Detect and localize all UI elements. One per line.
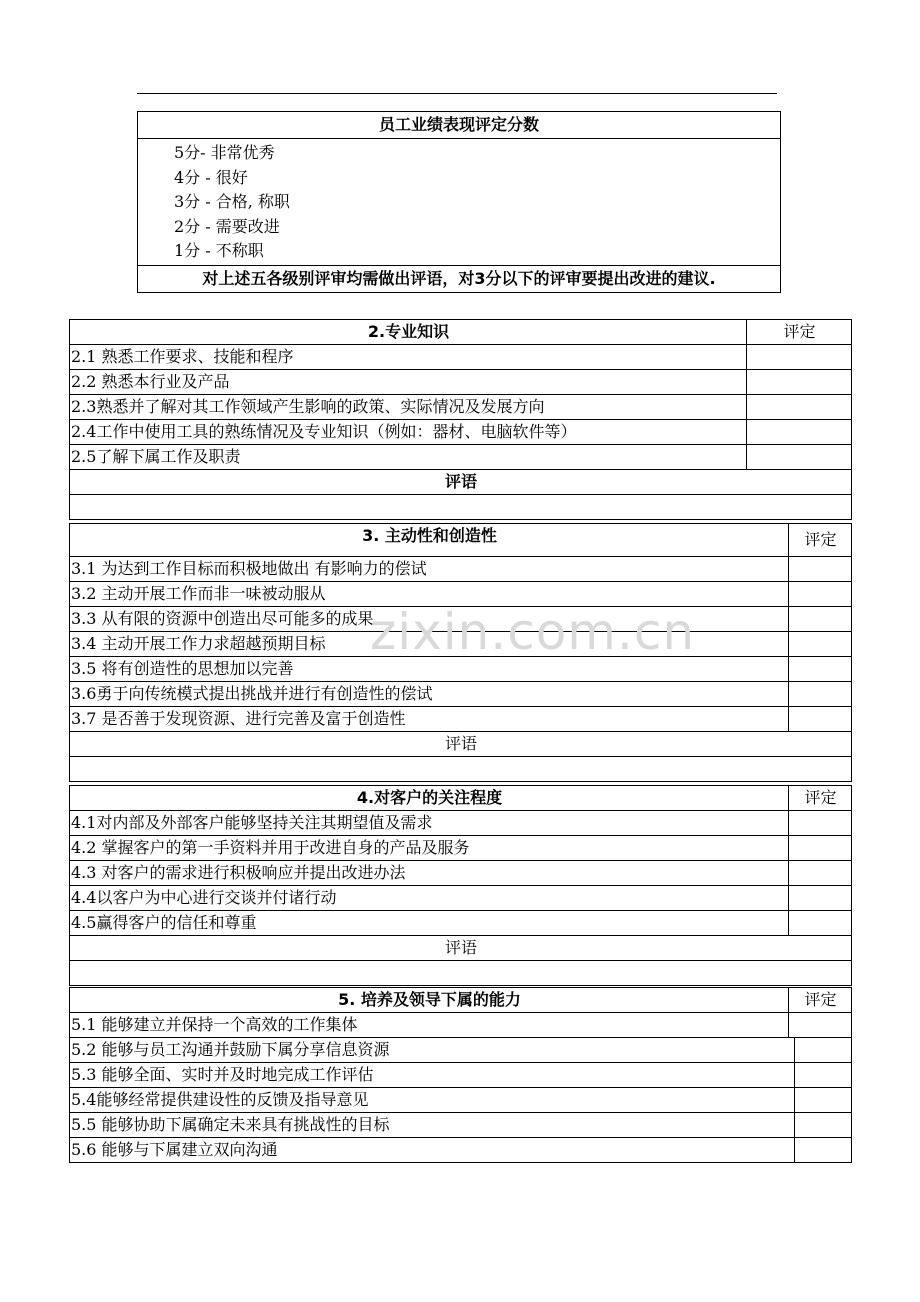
rating-cell[interactable] — [789, 707, 852, 732]
rating-cell[interactable] — [789, 811, 852, 836]
rating-cell[interactable] — [789, 1013, 852, 1038]
rating-cell[interactable] — [795, 1038, 852, 1063]
watermark: zixin.com.cn — [370, 603, 696, 661]
rating-cell[interactable] — [795, 1063, 852, 1088]
criteria-item: 3.4 主动开展工作力求超越预期目标 — [70, 632, 789, 657]
scale-item: 1分 - 不称职 — [174, 241, 264, 260]
section-title: 5. 培养及领导下属的能力 — [70, 988, 789, 1013]
rating-cell[interactable] — [789, 632, 852, 657]
rating-cell[interactable] — [789, 582, 852, 607]
rating-cell[interactable] — [795, 1113, 852, 1138]
comment-cell[interactable] — [70, 495, 852, 520]
section-3-table — [69, 523, 852, 782]
rating-scale-box — [137, 111, 781, 293]
criteria-item: 2.4工作中使用工具的熟练情况及专业知识（例如：器材、电脑软件等） — [70, 420, 747, 445]
comment-label: 评语 — [70, 936, 852, 961]
rating-cell[interactable] — [795, 1088, 852, 1113]
criteria-item: 5.5 能够协助下属确定未来具有挑战性的目标 — [70, 1113, 795, 1138]
criteria-item: 5.6 能够与下属建立双向沟通 — [70, 1138, 795, 1163]
rating-cell[interactable] — [795, 1138, 852, 1163]
criteria-item: 4.2 掌握客户的第一手资料并用于改进自身的产品及服务 — [70, 836, 789, 861]
criteria-item: 2.2 熟悉本行业及产品 — [70, 370, 747, 395]
section-5-table — [69, 987, 852, 1163]
rating-cell[interactable] — [747, 445, 852, 470]
criteria-item: 3.6勇于向传统模式提出挑战并进行有创造性的偿试 — [70, 682, 789, 707]
rating-scale-list — [138, 139, 780, 269]
criteria-item: 3.7 是否善于发现资源、进行完善及富于创造性 — [70, 707, 789, 732]
rating-cell[interactable] — [789, 886, 852, 911]
scale-item: 4分 - 很好 — [174, 167, 248, 187]
comment-label: 评语 — [70, 732, 852, 757]
section-4-table — [69, 785, 852, 986]
criteria-item: 4.5赢得客户的信任和尊重 — [70, 911, 789, 936]
criteria-item: 2.5了解下属工作及职责 — [70, 445, 747, 470]
rating-header: 评定 — [789, 786, 852, 811]
rating-cell[interactable] — [789, 911, 852, 936]
criteria-item: 3.5 将有创造性的思想加以完善 — [70, 657, 789, 682]
top-rule — [137, 93, 777, 94]
criteria-item: 4.4以客户为中心进行交谈并付诸行动 — [70, 886, 789, 911]
criteria-item: 4.3 对客户的需求进行积极响应并提出改进办法 — [70, 861, 789, 886]
criteria-item: 3.2 主动开展工作而非一味被动服从 — [70, 582, 789, 607]
criteria-item: 2.1 熟悉工作要求、技能和程序 — [70, 345, 747, 370]
comment-cell[interactable] — [70, 757, 852, 782]
rating-cell[interactable] — [789, 682, 852, 707]
section-title: 2.专业知识 — [70, 320, 747, 345]
rating-cell[interactable] — [789, 607, 852, 632]
rating-cell[interactable] — [789, 557, 852, 582]
criteria-item: 2.3熟悉并了解对其工作领域产生影响的政策、实际情况及发展方向 — [70, 395, 747, 420]
comment-label: 评语 — [70, 470, 852, 495]
rating-header: 评定 — [789, 524, 852, 557]
rating-cell[interactable] — [747, 370, 852, 395]
criteria-item: 3.3 从有限的资源中创造出尽可能多的成果 — [70, 607, 789, 632]
criteria-item: 4.1对内部及外部客户能够坚持关注其期望值及需求 — [70, 811, 789, 836]
rating-scale-title: 员工业绩表现评定分数 — [138, 112, 780, 139]
rating-scale-note: 对上述五各级别评审均需做出评语，对3分以下的评审要提出改进的建议. — [138, 265, 780, 292]
criteria-item: 5.1 能够建立并保持一个高效的工作集体 — [70, 1013, 789, 1038]
comment-cell[interactable] — [70, 961, 852, 986]
rating-cell[interactable] — [747, 345, 852, 370]
rating-cell[interactable] — [789, 861, 852, 886]
section-title: 4.对客户的关注程度 — [70, 786, 789, 811]
criteria-item: 5.4能够经常提供建设性的反馈及指导意见 — [70, 1088, 795, 1113]
rating-cell[interactable] — [789, 657, 852, 682]
section-title: 3. 主动性和创造性 — [70, 524, 789, 557]
section-2-table — [69, 319, 852, 520]
rating-header: 评定 — [789, 988, 852, 1013]
criteria-item: 3.1 为达到工作目标而积极地做出 有影响力的偿试 — [70, 557, 789, 582]
criteria-item: 5.2 能够与员工沟通并鼓励下属分享信息资源 — [70, 1038, 795, 1063]
rating-header: 评定 — [747, 320, 852, 345]
scale-item: 2分 - 需要改进 — [174, 216, 280, 236]
rating-cell[interactable] — [789, 836, 852, 861]
scale-item: 3分 - 合格, 称职 — [174, 192, 290, 211]
scale-item: 5分- 非常优秀 — [174, 143, 275, 162]
criteria-item: 5.3 能够全面、实时并及时地完成工作评估 — [70, 1063, 795, 1088]
rating-cell[interactable] — [747, 395, 852, 420]
rating-cell[interactable] — [747, 420, 852, 445]
